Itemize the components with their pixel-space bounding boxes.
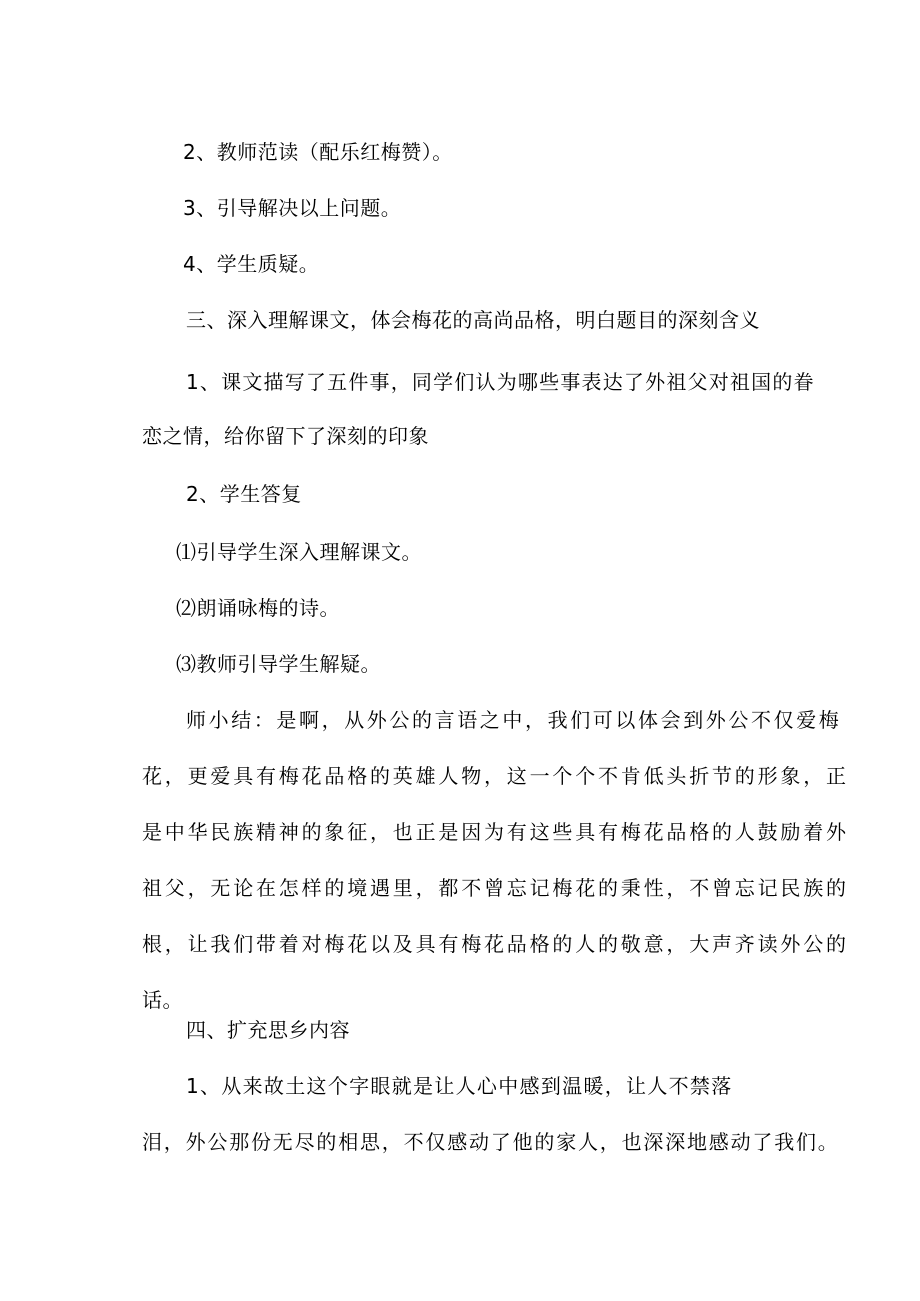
text-line: 师小结：是啊，从外公的言语之中，我们可以体会到外公不仅爱梅 xyxy=(186,708,842,732)
text-line: 2、教师范读（配乐红梅赞）。 xyxy=(183,140,453,164)
text-line: 4、学生质疑。 xyxy=(183,252,320,276)
text-line: 1、课文描写了五件事，同学们认为哪些事表达了外祖父对祖国的眷 xyxy=(186,370,815,394)
text-line: 3、引导解决以上问题。 xyxy=(183,196,402,220)
text-line: ⑴引导学生深入理解课文。 xyxy=(176,540,422,564)
text-line: 泪，外公那份无尽的相思，不仅感动了他的家人，也深深地感动了我们。 xyxy=(142,1130,840,1154)
text-line: 是中华民族精神的象征，也正是因为有这些具有梅花品格的人鼓励着外 xyxy=(142,820,849,844)
text-line: 2、学生答复 xyxy=(186,482,302,506)
section-heading: 三、深入理解课文，体会梅花的高尚品格，明白题目的深刻含义 xyxy=(186,308,760,332)
text-line: 花，更爱具有梅花品格的英雄人物，这一个个不肯低头折节的形象，正 xyxy=(142,764,849,788)
text-line: 根，让我们带着对梅花以及具有梅花品格的人的敬意，大声齐读外公的 xyxy=(142,932,849,956)
text-line: 恋之情，给你留下了深刻的印象 xyxy=(142,424,429,448)
text-line: 祖父，无论在怎样的境遇里，都不曾忘记梅花的秉性，不曾忘记民族的 xyxy=(142,876,849,900)
text-line: 1、从来故土这个字眼就是让人心中感到温暖，让人不禁落 xyxy=(186,1074,733,1098)
section-heading: 四、扩充思乡内容 xyxy=(186,1018,350,1042)
text-line: ⑶教师引导学生解疑。 xyxy=(176,652,381,676)
text-line: 话。 xyxy=(142,988,183,1012)
text-line: ⑵朗诵咏梅的诗。 xyxy=(176,596,340,620)
